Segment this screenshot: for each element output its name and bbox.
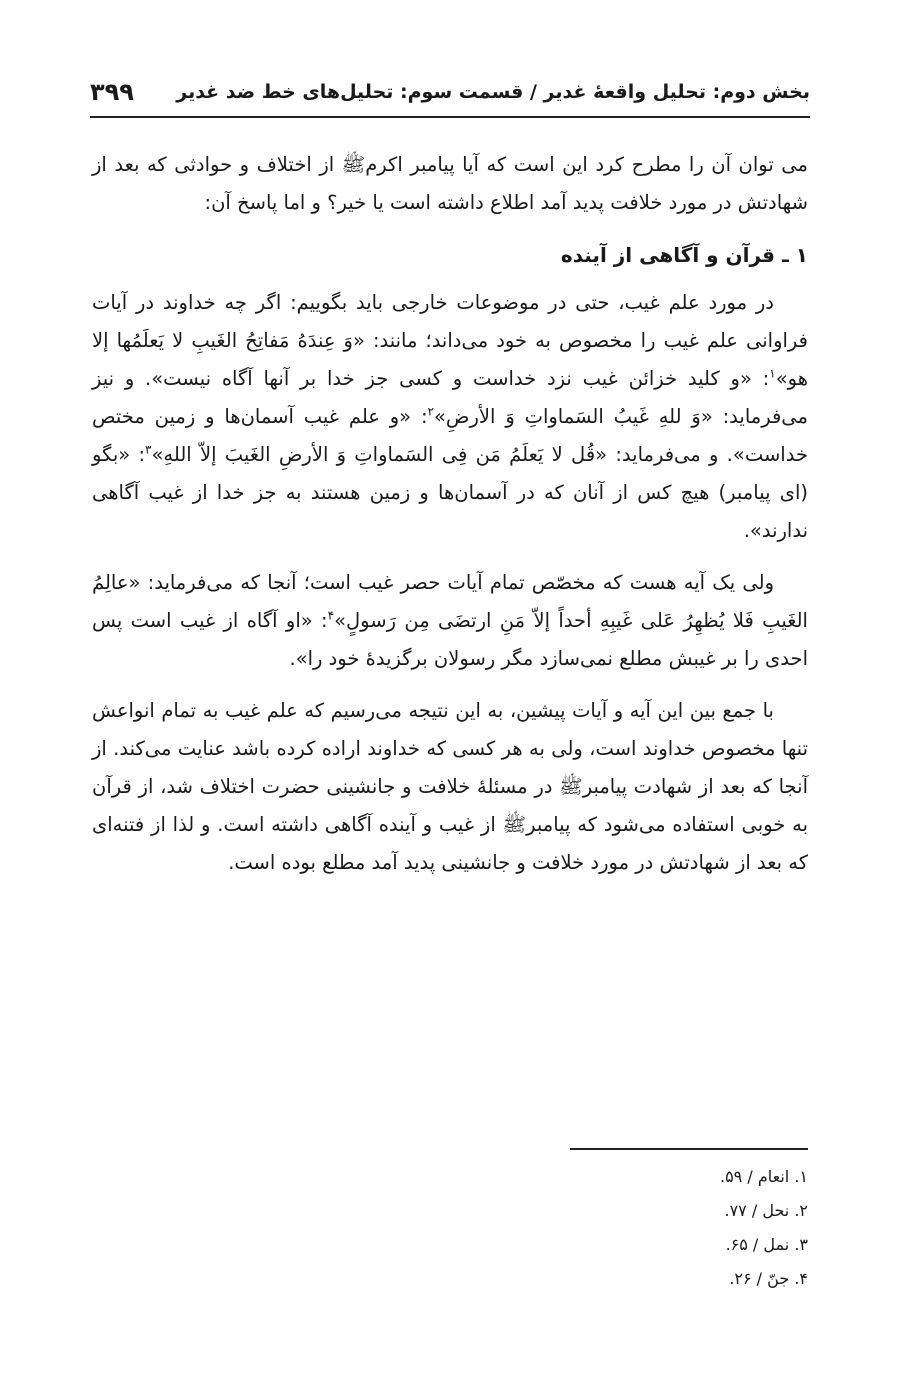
paragraph-2-part-2: : «او آگاه از غیب است پس احدی را بر غیبش مطلع نمی‌سازد مگر رسولان برگزیدهٔ خود را». xyxy=(92,609,808,670)
footnote-ref-3[interactable]: ۳ xyxy=(145,442,152,457)
paragraph-3: با جمع بین این آیه و آیات پیشین، به این نتیجه می‌رسیم که علم غیب به تمام انواعش تنها مخصوص خداوند است، ولی به هر کسی که خداوند اراده کرده باشد عنایت می‌کند. از آنجا که بعد از شهادت پیامبرﷺ در مسئلهٔ خلافت و جانشینی حضرت اختلاف شد، از قرآن به خوبی استفاده می‌شود که پیامبرﷺ از غیب و آینده آگاهی داشته است. و لذا از فتنه‌ای که بعد از شهادتش در مورد خلافت و جانشینی پدید آمد مطلع بوده است. xyxy=(92,699,808,874)
footnote-3: ۳. نمل / ۶۵. xyxy=(725,1235,808,1254)
header-divider xyxy=(90,116,810,118)
running-header-title: بخش دوم: تحلیل واقعهٔ غدیر / قسمت سوم: تحلیل‌های خط ضد غدیر xyxy=(176,81,810,103)
paragraph-2 xyxy=(92,564,808,678)
footnote-2: ۲. نحل / ۷۷. xyxy=(724,1201,808,1220)
paragraph-2-part-1: ولی یک آیه هست که مخصّص تمام آیات حصر غیب است؛ آنجا که می‌فرماید: «عالِمُ الغَیبِ فَلا یُظهِرُ عَلی غَیبِهِ أحداً إلاّ مَنِ ارتضَی مِن رَسولٍ» xyxy=(92,571,808,632)
footnote-4: ۴. جنّ / ۲۶. xyxy=(729,1269,808,1288)
footnote-1: ۱. انعام / ۵۹. xyxy=(719,1167,808,1186)
paragraph-1-part-2: : «و کلید خزائن غیب نزد خداست و کسی جز خدا بر آنها آگاه نیست». و نیز می‌فرماید: «وَ للهِ غَیبُ السَماواتِ وَ الأرضِ» xyxy=(92,367,809,428)
paragraph-1-part-4: : «بگو (ای پیامبر) هیچ کس از آنان که در آسمان‌ها و زمین هستند به جز خدا از غیب آگاهی ندارند». xyxy=(92,443,808,542)
footnotes xyxy=(408,1160,808,1296)
intro-paragraph: می توان آن را مطرح کرد این است که آیا پیامبر اکرمﷺ از اختلاف و حوادثی که بعد از شهادتش در مورد خلافت پدید آمد اطلاع داشته است یا خیر؟ و اما پاسخ آن: xyxy=(92,153,808,214)
paragraph-1 xyxy=(92,284,808,550)
page-number: ۳۹۹ xyxy=(90,78,134,106)
footnote-ref-4[interactable]: ۴ xyxy=(327,608,335,623)
running-header xyxy=(90,70,810,114)
footnote-ref-2[interactable]: ۲ xyxy=(427,404,434,419)
paragraph-1-part-3: : «و علم غیب آسمان‌ها و زمین مختص خداست». و می‌فرماید: «قُل لا یَعلَمُ مَن فِی السَماواتِ وَ الأرضِ الغَیبَ إلاّ اللهِ» xyxy=(92,405,809,466)
paragraph-1-part-1: در مورد علم غیب، حتی در موضوعات خارجی باید بگوییم: اگر چه خداوند در آیات فراوانی علم غیب را مخصوص به خود می‌داند؛ مانند: «وَ عِندَهُ مَفاتِحُ الغَیبِ لا یَعلَمُها إلا هو» xyxy=(92,291,808,390)
footnote-divider xyxy=(570,1148,808,1150)
footnote-ref-1[interactable]: ۱ xyxy=(769,366,776,381)
page-body xyxy=(92,146,808,896)
section-heading: ۱ ـ قرآن و آگاهی از آینده xyxy=(560,243,808,267)
